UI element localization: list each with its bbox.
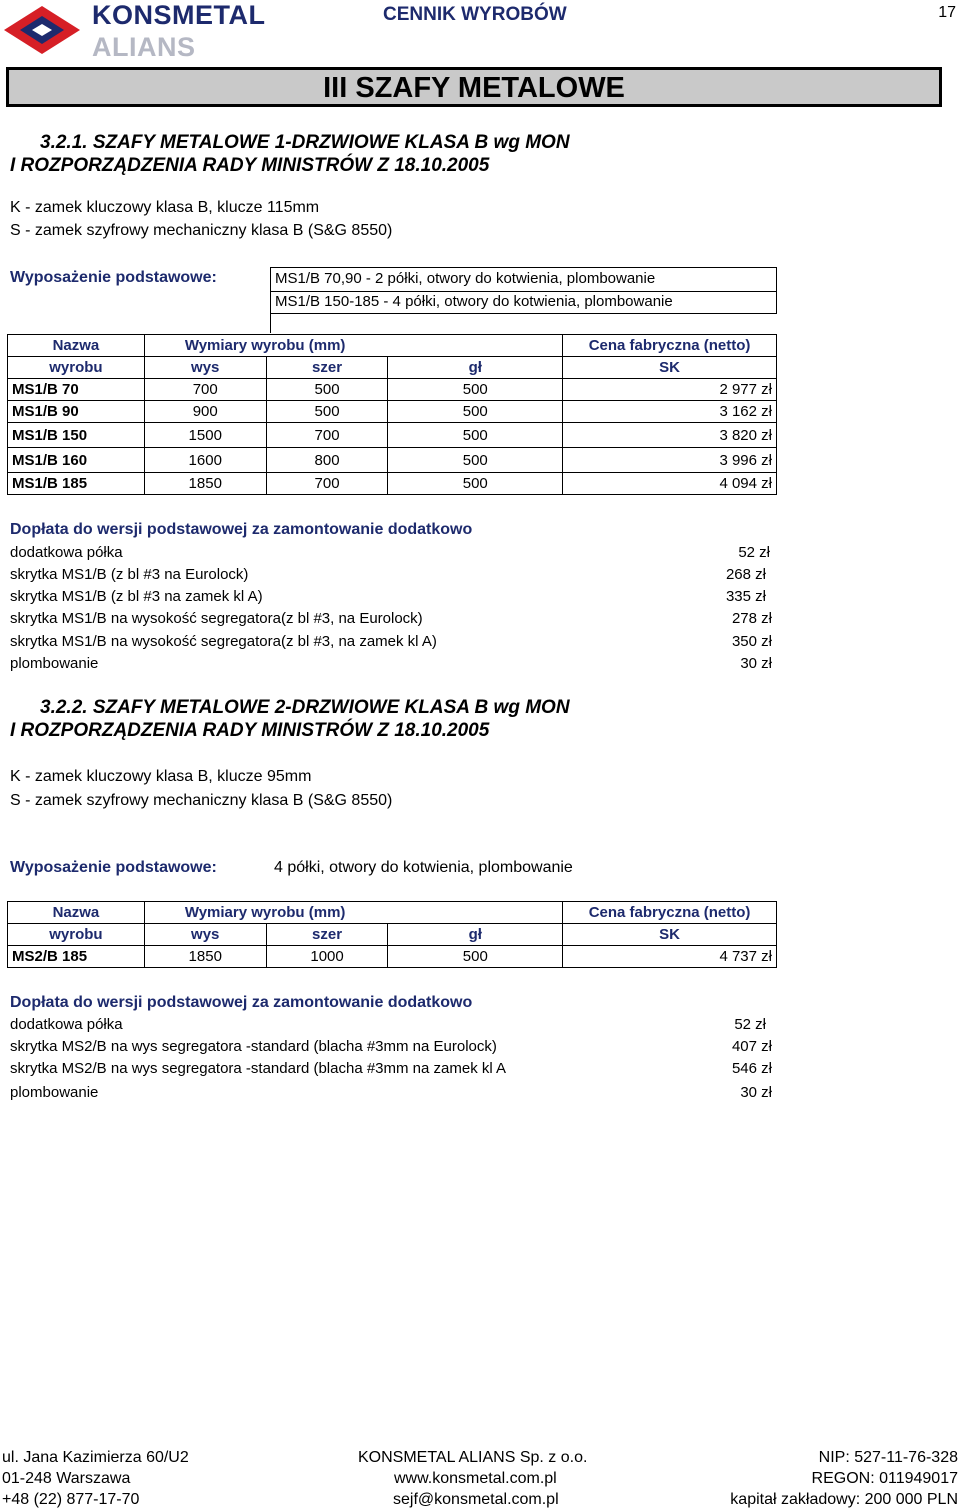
- section2-extra-label: plombowanie: [10, 1084, 99, 1101]
- section1-extra-price: 278 zł: [731, 610, 772, 627]
- section2-extra-label: dodatkowa półka: [10, 1016, 123, 1033]
- section1-extra-price: 30 zł: [740, 655, 772, 672]
- table-row: MS1/B 185 1850 700 500 4 094 zł: [8, 473, 777, 495]
- section1-extra-price: 335 zł: [725, 588, 766, 605]
- section1-extras-title: Dopłata do wersji podstawowej za zamontowanie dodatkowo: [10, 521, 473, 538]
- table-row: MS1/B 70 700 500 500 2 977 zł: [8, 379, 777, 401]
- section1-extra-price: 350 zł: [731, 633, 772, 650]
- section2-extra-label: skrytka MS2/B na wys segregatora -standard (blacha #3mm na zamek kl A: [10, 1060, 507, 1077]
- footer-nip: NIP: 527-11-76-328: [818, 1449, 958, 1466]
- th-gl: gł: [388, 924, 563, 946]
- footer-capital: kapitał zakładowy: 200 000 PLN: [730, 1491, 958, 1508]
- table-row: MS2/B 185 1850 1000 500 4 737 zł: [8, 946, 777, 968]
- section2-extra-price: 52 zł: [734, 1016, 766, 1033]
- footer-email-link[interactable]: sejf@konsmetal.com.pl: [393, 1491, 559, 1508]
- th-sk: SK: [563, 357, 777, 379]
- th-szer: szer: [266, 357, 388, 379]
- footer-address-street: ul. Jana Kazimierza 60/U2: [2, 1449, 189, 1466]
- table-row: MS1/B 160 1600 800 500 3 996 zł: [8, 448, 777, 473]
- table-row: MS1/B 90 900 500 500 3 162 zł: [8, 401, 777, 423]
- section2-lock-combo: S - zamek szyfrowy mechaniczny klasa B (S&G 8550): [10, 792, 393, 809]
- section1-extra-price: 52 zł: [738, 544, 770, 561]
- footer-phone: +48 (22) 877-17-70: [2, 1491, 140, 1508]
- section2-equipment-line1: 4 półki, otwory do kotwienia, plombowanie: [274, 859, 573, 876]
- th-name-sub: wyrobu: [8, 357, 145, 379]
- section1-price-table: [7, 334, 777, 495]
- section1-extra-price: 268 zł: [725, 566, 766, 583]
- footer-company: KONSMETAL ALIANS Sp. z o.o.: [358, 1449, 588, 1466]
- footer-website-link[interactable]: www.konsmetal.com.pl: [394, 1470, 557, 1487]
- section2-lock-key: K - zamek kluczowy klasa B, klucze 95mm: [10, 768, 312, 785]
- section2-extra-price: 30 zł: [740, 1084, 772, 1101]
- brand-name-line2: ALIANS: [92, 32, 196, 62]
- th-gl: gł: [388, 357, 563, 379]
- section2-extras-title: Dopłata do wersji podstawowej za zamontowanie dodatkowo: [10, 994, 473, 1011]
- section1-lock-key: K - zamek kluczowy klasa B, klucze 115mm: [10, 199, 320, 216]
- th-sk: SK: [563, 924, 777, 946]
- footer-address-city: 01-248 Warszawa: [2, 1470, 131, 1487]
- section2-title-line1: 3.2.2. SZAFY METALOWE 2-DRZWIOWE KLASA B wg MON: [40, 697, 570, 718]
- th-dimensions: Wymiary wyrobu (mm): [144, 902, 562, 924]
- th-szer: szer: [266, 924, 388, 946]
- section1-equipment-line2: MS1/B 150-185 - 4 półki, otwory do kotwienia, plombowanie: [275, 293, 673, 310]
- section2-extra-price: 546 zł: [731, 1060, 772, 1077]
- section1-extra-label: skrytka MS1/B (z bl #3 na Eurolock): [10, 566, 249, 583]
- table-row: MS1/B 150 1500 700 500 3 820 zł: [8, 423, 777, 448]
- section1-extra-label: skrytka MS1/B (z bl #3 na zamek kl A): [10, 588, 263, 605]
- section1-extra-label: skrytka MS1/B na wysokość segregatora(z bl #3, na Eurolock): [10, 610, 423, 627]
- section1-extra-label: skrytka MS1/B na wysokość segregatora(z bl #3, na zamek kl A): [10, 633, 437, 650]
- section2-equipment-label: Wyposażenie podstawowe:: [10, 859, 217, 876]
- th-wys: wys: [144, 357, 266, 379]
- th-dimensions: Wymiary wyrobu (mm): [144, 335, 562, 357]
- konsmetal-logo-icon: [2, 4, 82, 56]
- th-name: Nazwa: [8, 902, 145, 924]
- section1-title-line2: I ROZPORZĄDZENIA RADY MINISTRÓW Z 18.10.2005: [10, 155, 490, 176]
- section1-lock-combo: S - zamek szyfrowy mechaniczny klasa B (S&G 8550): [10, 222, 393, 239]
- th-price: Cena fabryczna (netto): [563, 335, 777, 357]
- brand-name-line1: KONSMETAL: [92, 0, 266, 30]
- section1-equipment-line1: MS1/B 70,90 - 2 półki, otwory do kotwienia, plombowanie: [275, 270, 656, 287]
- th-price: Cena fabryczna (netto): [563, 902, 777, 924]
- section1-equipment-label: Wyposażenie podstawowe:: [10, 269, 217, 286]
- document-title: CENNIK WYROBÓW: [383, 4, 567, 25]
- section1-title-line1: 3.2.1. SZAFY METALOWE 1-DRZWIOWE KLASA B wg MON: [40, 132, 570, 153]
- th-name-sub: wyrobu: [8, 924, 145, 946]
- section2-extra-label: skrytka MS2/B na wys segregatora -standard (blacha #3mm na Eurolock): [10, 1038, 497, 1055]
- section-banner: III SZAFY METALOWE: [6, 67, 942, 107]
- section2-price-table: [7, 901, 777, 968]
- section2-extra-price: 407 zł: [731, 1038, 772, 1055]
- th-name: Nazwa: [8, 335, 145, 357]
- section2-title-line2: I ROZPORZĄDZENIA RADY MINISTRÓW Z 18.10.2005: [10, 720, 490, 741]
- page-number: 17: [938, 4, 956, 21]
- section1-extra-label: plombowanie: [10, 655, 99, 672]
- th-wys: wys: [144, 924, 266, 946]
- section1-equipment-box: [270, 267, 777, 333]
- footer-regon: REGON: 011949017: [811, 1470, 958, 1487]
- section1-extra-label: dodatkowa półka: [10, 544, 123, 561]
